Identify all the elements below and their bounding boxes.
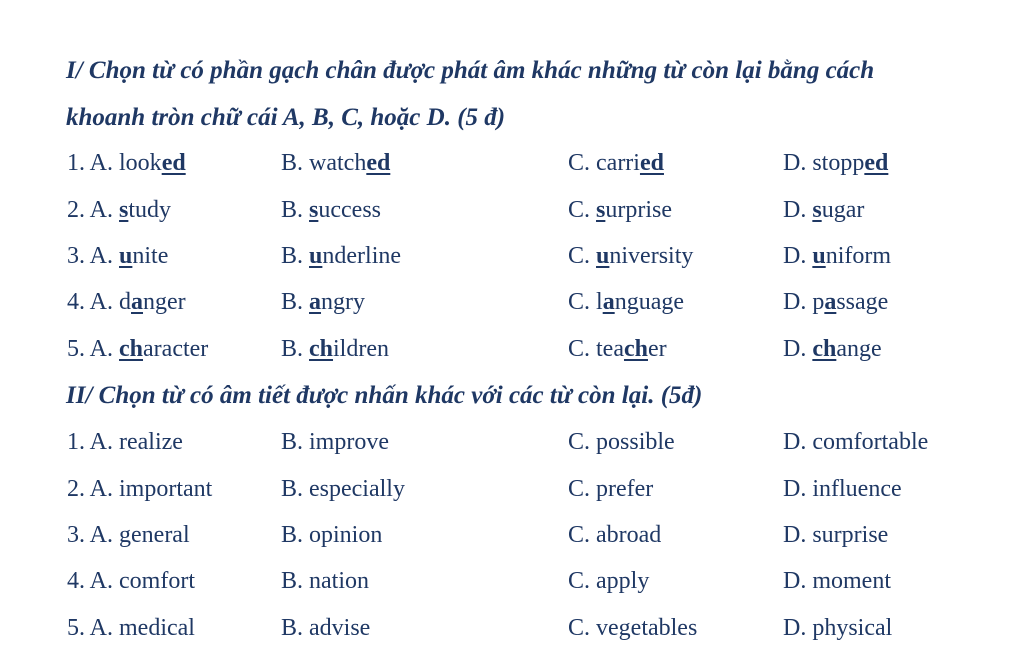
option-text: C.: [568, 197, 597, 223]
answer-option: B. improve: [281, 429, 389, 455]
option-text: nderline: [322, 243, 402, 269]
option-text: ildren: [333, 336, 389, 362]
answer-option: [568, 336, 667, 363]
underlined-letters: s: [309, 197, 319, 223]
section-1-heading-line-2: khoanh tròn chữ cái A, B, C, hoặc D. (5 đ): [66, 104, 506, 131]
answer-option: [783, 289, 888, 316]
option-text: B.: [281, 336, 310, 362]
option-text: B. watch: [281, 150, 367, 176]
option-text: niversity: [609, 243, 694, 269]
option-text: B.: [281, 197, 310, 223]
section-2-heading: II/ Chọn từ có âm tiết được nhấn khác với các từ còn lại. (5đ): [66, 382, 703, 409]
answer-option: [568, 243, 693, 270]
option-text: D.: [783, 197, 813, 223]
answer-option: C. possible: [568, 429, 675, 455]
answer-option: [783, 243, 891, 270]
answer-option: B. especially: [281, 476, 405, 502]
underlined-letters: s: [596, 197, 606, 223]
answer-option: [67, 243, 168, 270]
answer-option: [281, 197, 381, 224]
answer-option: [67, 150, 186, 177]
underlined-letters: a: [824, 289, 837, 315]
question-row: [0, 568, 1024, 598]
question-row: [0, 150, 1024, 180]
option-text: B.: [281, 289, 310, 315]
answer-option: B. advise: [281, 615, 371, 641]
underlined-letters: u: [309, 243, 323, 269]
answer-option: [281, 150, 390, 177]
answer-option: [67, 289, 186, 316]
option-text: 4. A. d: [67, 289, 132, 315]
answer-option: [568, 150, 664, 177]
option-text: B.: [281, 243, 310, 269]
answer-option: [783, 336, 882, 363]
underlined-letters: ed: [864, 150, 889, 176]
answer-option: C. apply: [568, 568, 650, 594]
option-text: D.: [783, 243, 813, 269]
question-row: [0, 615, 1024, 645]
underlined-letters: ch: [309, 336, 334, 362]
option-text: niform: [825, 243, 892, 269]
option-text: D.: [783, 336, 813, 362]
option-text: ssage: [836, 289, 889, 315]
option-text: urprise: [605, 197, 673, 223]
answer-option: [67, 197, 171, 224]
section-1-heading-line-1: I/ Chọn từ có phần gạch chân được phát âm khác những từ còn lại bằng cách: [66, 57, 875, 84]
underlined-letters: s: [119, 197, 129, 223]
answer-option: 1. A. realize: [67, 429, 183, 455]
underlined-letters: ch: [623, 336, 648, 362]
answer-option: [568, 289, 684, 316]
answer-option: 2. A. important: [67, 476, 213, 502]
answer-option: [783, 197, 864, 224]
underlined-letters: ch: [812, 336, 837, 362]
underlined-letters: ch: [119, 336, 144, 362]
answer-option: B. opinion: [281, 522, 383, 548]
answer-option: 4. A. comfort: [67, 568, 195, 594]
underlined-letters: a: [309, 289, 322, 315]
underlined-letters: u: [596, 243, 610, 269]
option-text: nite: [132, 243, 169, 269]
answer-option: C. vegetables: [568, 615, 698, 641]
question-row: [0, 476, 1024, 506]
option-text: ngry: [321, 289, 366, 315]
option-text: 1. A. look: [67, 150, 162, 176]
question-row: [0, 243, 1024, 273]
underlined-letters: u: [119, 243, 133, 269]
option-text: uccess: [318, 197, 381, 223]
underlined-letters: u: [812, 243, 826, 269]
underlined-letters: ed: [161, 150, 186, 176]
question-row: [0, 522, 1024, 552]
answer-option: C. prefer: [568, 476, 654, 502]
option-text: aracter: [143, 336, 209, 362]
answer-option: B. nation: [281, 568, 369, 594]
answer-option: C. abroad: [568, 522, 662, 548]
option-text: ange: [836, 336, 882, 362]
underlined-letters: ed: [366, 150, 391, 176]
underlined-letters: s: [812, 197, 822, 223]
question-row: [0, 289, 1024, 319]
option-text: nger: [143, 289, 186, 315]
option-text: er: [647, 336, 667, 362]
option-text: ugar: [821, 197, 865, 223]
option-text: C. carri: [568, 150, 640, 176]
answer-option: D. influence: [783, 476, 902, 502]
option-text: 5. A.: [67, 336, 120, 362]
answer-option: D. surprise: [783, 522, 889, 548]
answer-option: D. moment: [783, 568, 891, 594]
option-text: C. l: [568, 289, 603, 315]
answer-option: [281, 289, 365, 316]
answer-option: D. comfortable: [783, 429, 929, 455]
option-text: C.: [568, 243, 597, 269]
option-text: D. p: [783, 289, 825, 315]
option-text: 2. A.: [67, 197, 120, 223]
option-text: tudy: [128, 197, 172, 223]
answer-option: [783, 150, 888, 177]
underlined-letters: a: [602, 289, 615, 315]
answer-option: 5. A. medical: [67, 615, 195, 641]
answer-option: 3. A. general: [67, 522, 190, 548]
answer-option: D. physical: [783, 615, 893, 641]
answer-option: [281, 336, 389, 363]
option-text: nguage: [614, 289, 684, 315]
option-text: C. tea: [568, 336, 624, 362]
option-text: D. stopp: [783, 150, 865, 176]
underlined-letters: a: [131, 289, 144, 315]
option-text: 3. A.: [67, 243, 120, 269]
question-row: [0, 197, 1024, 227]
underlined-letters: ed: [639, 150, 664, 176]
question-row: [0, 336, 1024, 366]
answer-option: [281, 243, 401, 270]
answer-option: [67, 336, 208, 363]
question-row: [0, 429, 1024, 459]
answer-option: [568, 197, 672, 224]
